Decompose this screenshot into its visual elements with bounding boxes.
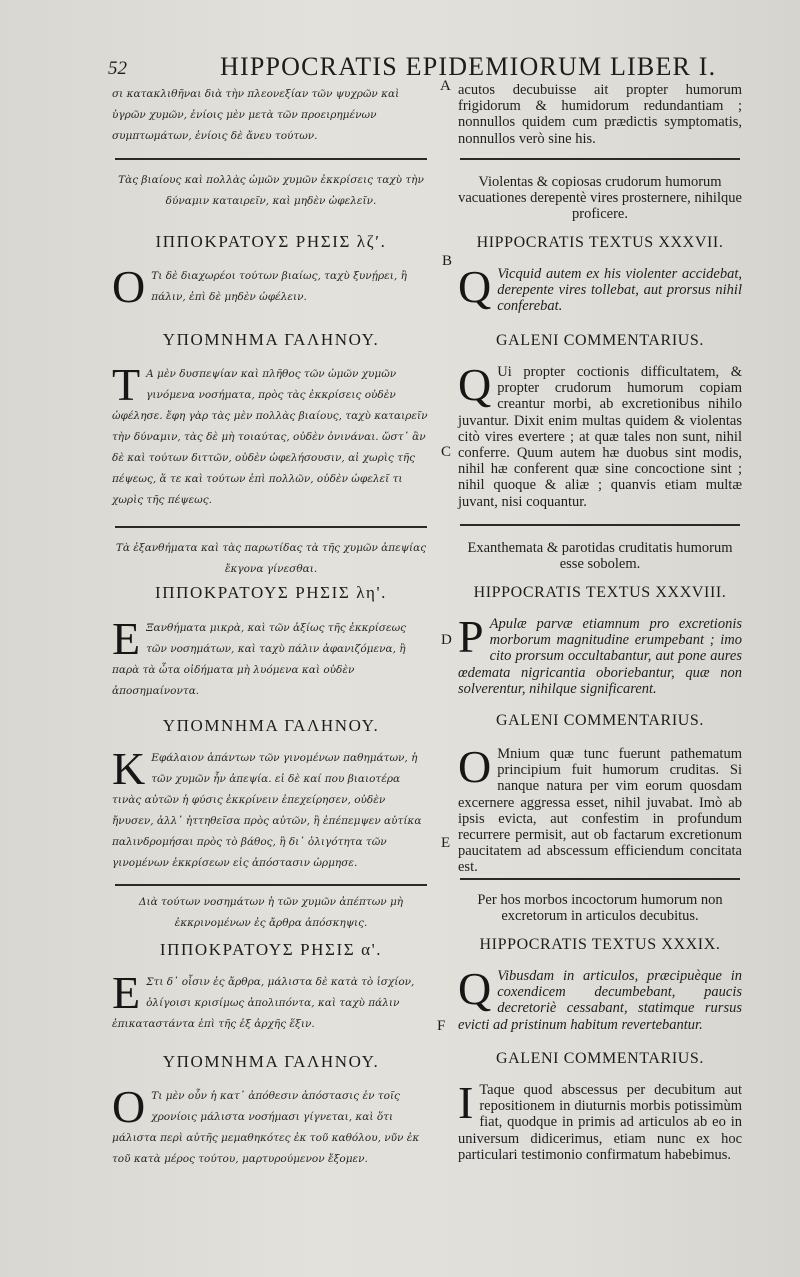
- greek-summary: Διὰ τούτων νοσημάτων ἡ τῶν χυμῶν ἀπέπτων μὴ ἐκκρινομένων ἐς ἄρθρα ἀπόσκηψις.: [138, 896, 404, 929]
- latin-paragraph: Ui propter coctionis difficultatem, & propter crudorum humorum copiam creantur morbi, ab excretionibus nihilo juvantur. Dixit enim multas quidem & violentas citò vires evertere ; at quæ tales non sunt, nihil conferre. Quum autem hæ duobus sint modis, nihil hæ conferent quæ sine concoctione sint ; nihil quoque & aliæ ; quanvis etiam multæ juvant, nisi coquantur.: [458, 364, 742, 510]
- margin-letter-d: D: [441, 632, 452, 648]
- s1-greek-commentary: [112, 359, 430, 511]
- s1-latin-summary: [458, 174, 742, 223]
- margin-letter-f: F: [437, 1018, 446, 1034]
- s3-latin-commentary: [458, 1077, 742, 1163]
- latin-summary: Exanthemata & parotidas cruditatis humorum esse sobolem.: [467, 540, 733, 573]
- s3-greek-comm-heading-wrap: [112, 1052, 430, 1072]
- drop-cap: Q: [458, 359, 492, 410]
- latin-paragraph: acutos decubuisse ait propter humorum frigidorum & humidorum redundantiam ; nonnullos quidem cum prædictis symptomatis, nonnullos verò sine his.: [458, 82, 742, 147]
- latin-commentary-heading: GALENI COMMENTARIUS.: [495, 332, 705, 349]
- s3-greek-summary: [112, 892, 430, 934]
- drop-cap: Q: [458, 963, 492, 1014]
- greek-summary: Τὰς βιαίους καὶ πολλὰς ὠμῶν χυμῶν ἐκκρίσεις ταχὺ τὴν δύναμιν καταιρεῖν, καὶ μηδὲν ὠφελεῖν.: [118, 174, 424, 207]
- s2-greek-comm-heading-wrap: [112, 716, 430, 736]
- greek-paragraph: Α μὲν δυσπεψίαν καὶ πλῆθος τῶν ὠμῶν χυμῶν γινόμενα νοσήματα, πρὸς τὰς ἐκκρίσεις οὐδὲν ὠφέλησε. ἔφη γὰρ τὰς μὲν πολλὰς βιαίους, ταχὺ καταιρεῖν τὴν δύναμιν, τὰς δὲ μὴ τοιαύτας, οὐδὲν ὀνινάναι. ὥστ᾽ ἂν δὲ καὶ τούτων διττῶν, οὐδὲν ὠφελήσουσιν, αἱ χωρὶς τῆς πέψεως, ἅ τε καὶ τούτων ἐπὶ πολλῶν, οὐδὲν ὠφελεῖ τι χωρὶς τῆς πέψεως.: [112, 368, 428, 506]
- greek-commentary-heading: ΥΠΟΜΝΗΜΑ ΓΑΛΗΝΟΥ.: [162, 1052, 380, 1071]
- drop-cap: I: [458, 1077, 474, 1128]
- s3-greek-commentary: [112, 1081, 430, 1170]
- latin-paragraph: Mnium quæ tunc fuerunt pathematum principium fuit humorum cruditas. Si nanque natura per vim eorum quosdam excernere aggressa esset, nihil juvabat. Imò ab ipsis evicta, aut confestim in profundum recurrere permisit, aut ob factarum excretionum paucitatem ad abscessum efficiendum concitata est.: [458, 746, 742, 876]
- greek-text-heading: ΙΠΠΟΚΡΑΤΟΥΣ ΡΗΣΙΣ λζʹ.: [155, 232, 387, 251]
- drop-cap: Q: [458, 261, 492, 312]
- section-rule: [115, 158, 427, 160]
- s3-latin-text-heading-wrap: [458, 936, 742, 954]
- s3-greek-text-heading-wrap: [112, 940, 430, 960]
- latin-commentary-heading: GALENI COMMENTARIUS.: [495, 712, 705, 729]
- latin-commentary-heading: GALENI COMMENTARIUS.: [495, 1050, 705, 1067]
- latin-paragraph: Taque quod abscessus per decubitum aut repositionem in diuturnis morbis potissimùm fiat, quodque in primis ad articulos ab eo in universum didicerimus, etiam nunc ex hoc particulari testimonio confirmatum habebimus.: [458, 1082, 742, 1163]
- drop-cap: T: [112, 359, 141, 410]
- page-number: 52: [108, 58, 127, 79]
- s1-latin-comm-heading-wrap: [458, 332, 742, 350]
- s2-latin-comm-heading-wrap: [458, 712, 742, 730]
- greek-paragraph: Στι δ᾽ οἷσιν ἐς ἄρθρα, μάλιστα δὲ κατὰ τὸ ἰσχίον, ὀλίγοισι κρισίμως ἀπολιπόντα, καὶ ταχὺ πάλιν ἐπικαταστάντα ἐπὶ τῆς ἐξ ἀρχῆς ἕξιν.: [112, 976, 415, 1030]
- s3-latin-summary: [458, 892, 742, 924]
- drop-cap: E: [112, 967, 141, 1018]
- section-rule: [460, 158, 740, 160]
- drop-cap: E: [112, 613, 141, 664]
- s3-latin-comm-heading-wrap: [458, 1050, 742, 1068]
- drop-cap: O: [112, 1081, 146, 1132]
- section-rule: [460, 878, 740, 880]
- s1-greek-text: [112, 261, 430, 312]
- margin-letter-c: C: [441, 444, 452, 460]
- section-rule: [115, 526, 427, 528]
- greek-paragraph: Εφάλαιον ἁπάντων τῶν γινομένων παθημάτων, ἡ τῶν χυμῶν ἦν ἀπεψία. εἰ δὲ καί που βιαιοτέρα τινὰς αὐτῶν ἡ φύσις ἐκκρίνειν ἐπεχείρησεν, οὐδὲν ἤνυσεν, ἀλλ᾽ ἠττηθεῖσα πρὸς αὐτῶν, ἢ ἐπέπεμψεν αὐτίκα παλινδρομήσαι πρὸς τὸ βάθος, ἢ δι᾽ ὀλιγότητα τῶν γινομένων ἐκκρίσεων εἰς ἀπόστασιν ὡρμησε.: [112, 752, 422, 869]
- s1-latin-text-heading-wrap: [458, 234, 742, 252]
- latin-paragraph: Apulæ parvæ etiamnum pro excretionis morborum magnitudine erumpebant ; imo cito prorsum occultabantur, aut pone aures œdemata nigricantia oboriebantur, quæ non solverentur, nihilque significarent.: [458, 616, 742, 697]
- drop-cap: K: [112, 743, 146, 794]
- greek-commentary-heading: ΥΠΟΜΝΗΜΑ ΓΑΛΗΝΟΥ.: [162, 330, 380, 349]
- greek-text-heading: ΙΠΠΟΚΡΑΤΟΥΣ ΡΗΣΙΣ α'.: [159, 940, 383, 959]
- s1-latin-text: [458, 261, 742, 315]
- latin-paragraph: Vicquid autem ex his violenter accidebat, derepente vires tollebat, aut prorsus nihil conferebat.: [497, 266, 742, 315]
- running-head: HIPPOCRATIS EPIDEMIORUM LIBER I.: [220, 52, 717, 81]
- latin-text-heading: HIPPOCRATIS TEXTUS XXXVIII.: [473, 584, 727, 601]
- s0-latin-continuation: [458, 82, 742, 147]
- margin-letter-a: A: [440, 78, 451, 94]
- section-rule: [115, 884, 427, 886]
- greek-paragraph: Ξανθήματα μικρὰ, καὶ τῶν ἀξίως τῆς ἐκκρίσεως τῶν νοσημάτων, καὶ ταχὺ πάλιν ἀφανιζόμενα, ἢ παρὰ τὰ ὦτα οἰδήματα μὴ λυόμενα καὶ οὐδὲν ἀποσημαίνοντα.: [112, 622, 407, 697]
- s2-latin-text-heading-wrap: [458, 584, 742, 602]
- latin-text-heading: HIPPOCRATIS TEXTUS XXXVII.: [476, 234, 724, 251]
- greek-paragraph: Τι δὲ διαχωρέοι τούτων βιαίως, ταχὺ ξυνῄρει, ἢ πάλιν, ἐπὶ δὲ μηδὲν ὠφέλειν.: [151, 270, 407, 303]
- s1-greek-summary: [112, 170, 430, 212]
- latin-text-heading: HIPPOCRATIS TEXTUS XXXIX.: [479, 936, 721, 953]
- s2-latin-text: [458, 611, 742, 697]
- s1-latin-commentary: [458, 359, 742, 510]
- latin-paragraph: Vibusdam in articulos, præcipuèque in coxendicem decumbebant, paucis decretoriè cessabant, statimque rursus evicti ad pristinum habitum revertebantur.: [458, 968, 742, 1033]
- greek-summary: Τὰ ἐξανθήματα καὶ τὰς παρωτίδας τὰ τῆς χυμῶν ἀπεψίας ἔκγονα γίνεσθαι.: [115, 542, 427, 575]
- s2-greek-text-heading-wrap: [112, 583, 430, 603]
- s2-latin-commentary: [458, 741, 742, 876]
- greek-paragraph: Τι μὲν οὖν ἡ κατ᾽ ἀπόθεσιν ἀπόστασις ἐν τοῖς χρονίοις μάλιστα νοσήμασι γίγνεται, καὶ ὅτι μάλιστα περὶ αὐτῆς μεμαθηκότες ἐκ τοῦ καθόλου, νῦν ἐκ τοῦ κατὰ μέρος τούτου, μαρτυρούμενον ἔξομεν.: [112, 1090, 420, 1165]
- section-rule: [460, 524, 740, 526]
- s2-greek-summary: [112, 538, 430, 580]
- s1-greek-comm-heading-wrap: [112, 330, 430, 350]
- s2-latin-summary: [458, 540, 742, 572]
- drop-cap: O: [112, 261, 146, 312]
- margin-letter-e: E: [441, 835, 451, 851]
- s2-greek-text: [112, 613, 430, 702]
- margin-letter-b: B: [442, 253, 453, 269]
- drop-cap: P: [458, 611, 484, 662]
- latin-summary: Per hos morbos incoctorum humorum non excretorum in articulos decubitus.: [477, 892, 723, 925]
- s1-greek-text-heading-wrap: [112, 232, 430, 252]
- drop-cap: O: [458, 741, 492, 792]
- s0-greek-continuation: [112, 84, 430, 147]
- s3-latin-text: [458, 963, 742, 1033]
- latin-summary: Violentas & copiosas crudorum humorum vacuationes derepentè vires prosternere, nihilque proficere.: [458, 174, 742, 223]
- greek-paragraph: σι κατακλιθῆναι διὰ τὴν πλεονεξίαν τῶν ψυχρῶν καὶ ὑγρῶν χυμῶν, ἐνίοις μὲν μετὰ τῶν προειρημένων συμπτωμάτων, ἐνίοις δὲ ἄνευ τούτων.: [112, 88, 400, 142]
- s3-greek-text: [112, 967, 430, 1035]
- greek-commentary-heading: ΥΠΟΜΝΗΜΑ ΓΑΛΗΝΟΥ.: [162, 716, 380, 735]
- greek-text-heading: ΙΠΠΟΚΡΑΤΟΥΣ ΡΗΣΙΣ λη'.: [155, 583, 387, 602]
- s2-greek-commentary: [112, 743, 430, 874]
